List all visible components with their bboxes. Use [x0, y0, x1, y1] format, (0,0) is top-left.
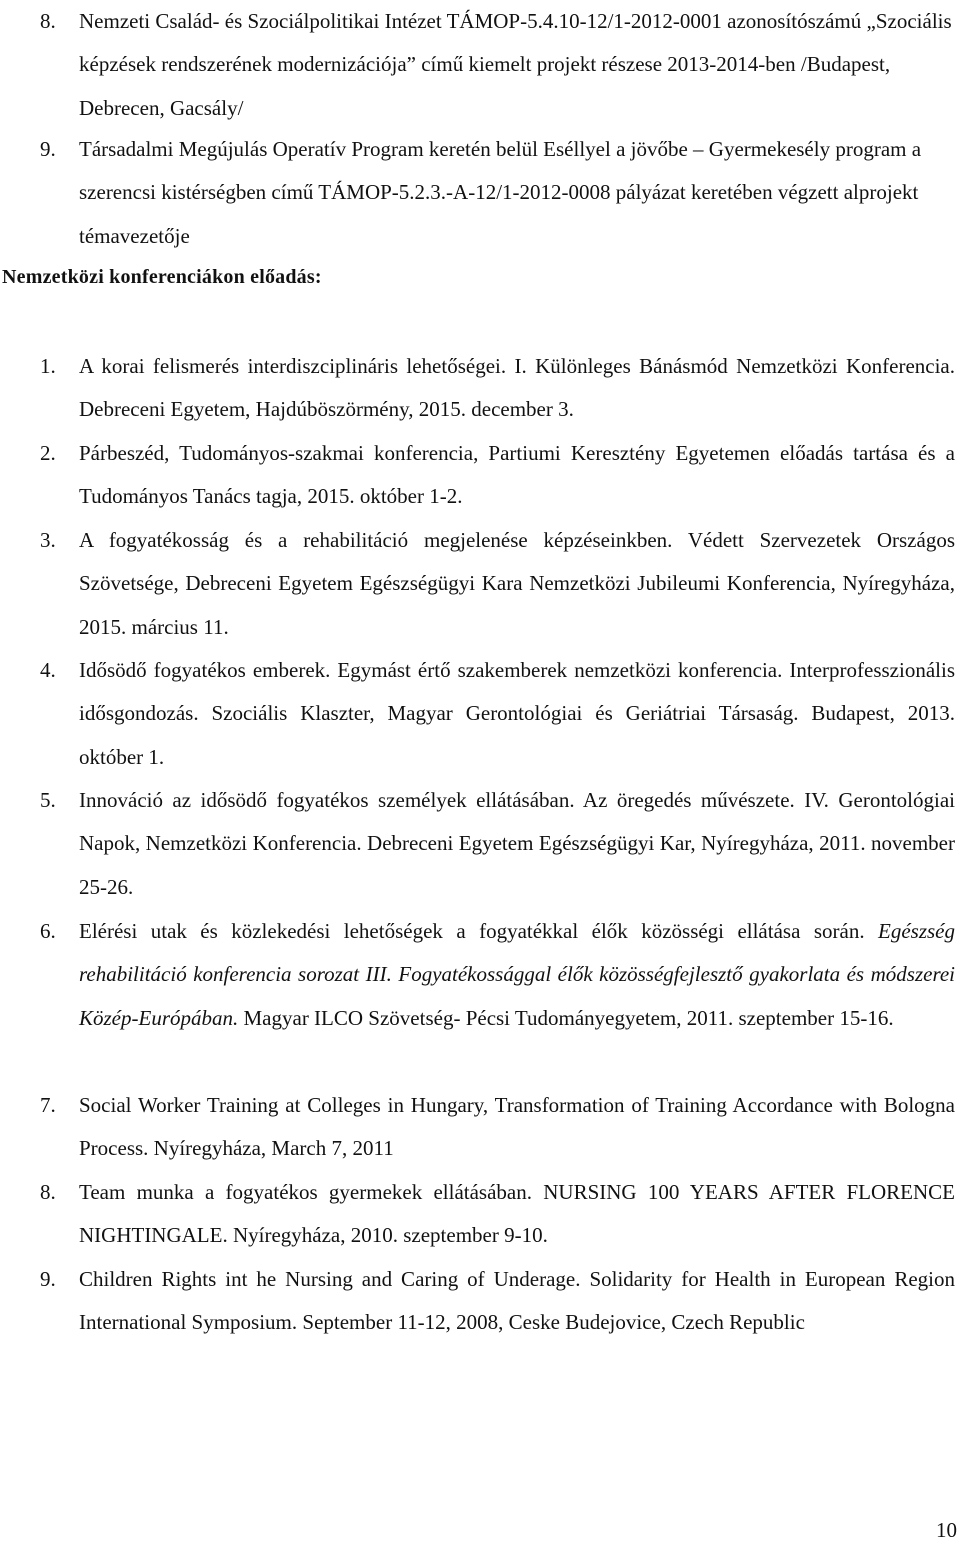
list-item	[40, 432, 955, 519]
list-item	[40, 519, 955, 649]
list-item	[40, 910, 955, 1040]
list-item	[40, 128, 955, 258]
item-text: Nemzeti Család- és Szociálpolitikai Intézet TÁMOP-5.4.10-12/1-2012-0001 azonosítószámú „Szociális képzések rendszerének modernizációja” című kiemelt projekt részese 2013-2014-ben /Budapest, Debrecen, Gacsály/	[79, 9, 952, 120]
item-number: 1.	[40, 354, 56, 378]
item-text-part: Elérési utak és közlekedési lehetőségek a fogyatékkal élők közösségi ellátása során.	[79, 919, 865, 943]
item-number: 3.	[40, 528, 56, 552]
section-heading: Nemzetközi konferenciákon előadás:	[2, 266, 322, 288]
item-text: Párbeszéd, Tudományos-szakmai konferencia, Partiumi Keresztény Egyetemen előadás tartása és a Tudományos Tanács tagja, 2015. október 1-2.	[79, 441, 955, 509]
item-text-part: Magyar ILCO Szövetség- Pécsi Tudományegyetem, 2011. szeptember 15-16.	[243, 1005, 894, 1030]
item-text: Társadalmi Megújulás Operatív Program keretén belül Eséllyel a jövőbe – Gyermekesély program a szerencsi kistérségben című TÁMOP-5.2.3.-A-12/1-2012-0008 pályázat keretében végzett alprojekt témavezetője	[79, 137, 922, 248]
item-text: Team munka a fogyatékos gyermekek ellátásában. NURSING 100 YEARS AFTER FLORENCE NIGHTINGALE. Nyíregyháza, 2010. szeptember 9-10.	[79, 1180, 955, 1248]
item-text-italic: Egészség rehabilitáció konferencia sorozat III. Fogyatékossággal élők közösségfejlesztő gyakorlata és módszerei Közép-Európában.	[79, 919, 956, 1030]
item-number: 9.	[40, 1267, 56, 1291]
item-number: 8.	[40, 9, 56, 33]
item-text: Innováció az idősödő fogyatékos személyek ellátásában. Az öregedés művészete. IV. Gerontológiai Napok, Nemzetközi Konferencia. Debreceni Egyetem Egészségügyi Kar, Nyíregyháza, 2011. november 25-26.	[79, 788, 955, 899]
item-number: 9.	[40, 137, 56, 161]
item-number: 8.	[40, 1180, 56, 1204]
list-item	[40, 1258, 955, 1345]
page-number: 10	[936, 1518, 957, 1542]
list-item	[40, 345, 955, 432]
item-text: Social Worker Training at Colleges in Hungary, Transformation of Training Accordance with Bologna Process. Nyíregyháza, March 7, 2011	[79, 1093, 955, 1161]
item-number: 6.	[40, 919, 56, 943]
list-item	[40, 1171, 955, 1258]
item-text: Idősödő fogyatékos emberek. Egymást értő szakemberek nemzetközi konferencia. Interprofesszionális idősgondozás. Szociális Klaszter, Magyar Gerontológiai és Geriátriai Társaság. Budapest, 2013. október 1.	[79, 658, 955, 769]
item-number: 5.	[40, 788, 56, 812]
list-item	[40, 779, 955, 909]
item-number: 4.	[40, 658, 56, 682]
item-text: Children Rights int he Nursing and Caring of Underage. Solidarity for Health in European Region International Symposium. September 11-12, 2008, Ceske Budejovice, Czech Republic	[79, 1267, 955, 1335]
item-text: A korai felismerés interdiszciplináris lehetőségei. I. Különleges Bánásmód Nemzetközi Konferencia. Debreceni Egyetem, Hajdúböszörmény, 2015. december 3.	[79, 354, 955, 422]
item-text: A fogyatékosság és a rehabilitáció megjelenése képzéseinkben. Védett Szervezetek Országos Szövetsége, Debreceni Egyetem Egészségügyi Kara Nemzetközi Jubileumi Konferencia, Nyíregyháza, 2015. március 11.	[79, 528, 955, 639]
item-text	[79, 910, 955, 1040]
item-number: 7.	[40, 1093, 56, 1117]
list-item	[40, 0, 955, 130]
list-item	[40, 649, 955, 779]
item-number: 2.	[40, 441, 56, 465]
list-item	[40, 1084, 955, 1171]
